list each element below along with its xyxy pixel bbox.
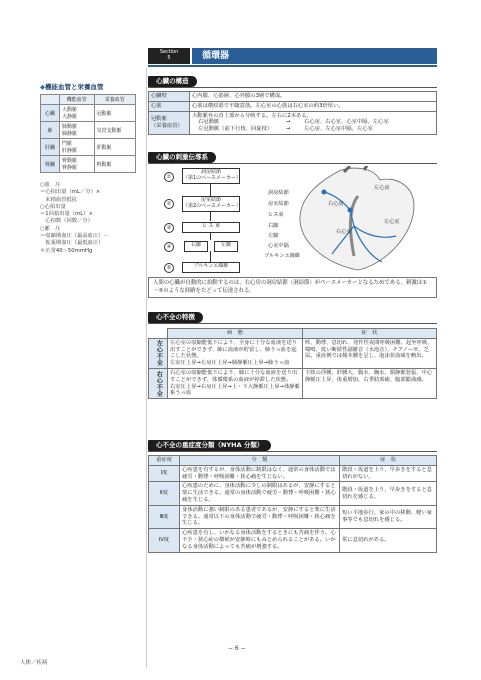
flow-left-branch: 左脚 (214, 241, 238, 252)
table-row: 冠動脈 （栄養血管） 大動脈弁の直上部から分岐する。左右に2本ある。 右冠動脈 → 右心房、右心室、心室中隔、左心室 左冠動脈（前下行枝、回旋枝） → 左心房、左心室中隔、左心室 (149, 111, 437, 134)
heading-rule (148, 323, 437, 324)
nyha-table (148, 455, 437, 553)
nyha-heading: 心不全の重症度分類（NYHA 分類） (148, 440, 271, 451)
label-av-node: 房室結節 (268, 201, 289, 207)
label-purkinje: プルキンエ線維 (264, 253, 301, 259)
flow-purkinje: プルキンエ線維 (182, 262, 240, 273)
table-row: 心筋 心筋は横紋筋で不随意筋。左心室の心筋は右心室の約3倍厚い。 (149, 101, 437, 111)
label-left-branch: 左脚 (268, 233, 279, 239)
table-row: 心臓 大動脈 大静脈 冠動脈 (41, 105, 136, 122)
blood-pressure-notes: ○血 圧 ＝心拍出量（mL／分）× 末梢血管抵抗 ○心拍出量 ＝1回拍出量（mL）× 心拍数（回数／分） ○脈 圧 ＝収縮期血圧（最高血圧）－ 拡張期血圧（最低血圧） ＊正常40～50mmHg (40, 182, 109, 254)
heading-rule (148, 451, 437, 452)
table-row: Ⅳ度 心疾患を有し、いかなる身体活動をするときにも苦痛を伴う。心不全・狭心症の徴候が安静時にもみとめられることがある。いかなる身体活動によっても苦痛が増強する。 常に息切れがある。 (149, 529, 437, 552)
label-left-ventricle: 左心室 (384, 219, 400, 225)
section-label: Section 5 (148, 48, 190, 64)
section-title: 循環器 (192, 48, 437, 64)
table-row: 肺 肺動脈 肺静脈 気管支動脈 (41, 122, 136, 139)
label-right-ventricle: 右心室 (336, 229, 352, 235)
flow-arrow (210, 183, 211, 196)
step-number: ⑤ (164, 263, 174, 273)
label-right-atrium: 右心房 (328, 201, 344, 207)
step-number: ④ (164, 242, 174, 252)
flow-sa-node: 洞房結節 （第1のペースメーカー） (182, 168, 240, 184)
table-row: Ⅰ度 心疾患を有するが、身体活動に制限はなく、通常の身体活動では疲労・動悸・呼吸困難・狭心痛を生じない。 階段・坂道を上り、早歩きをすると息切れがない。 (149, 465, 437, 482)
label-right-branch: 右脚 (268, 223, 279, 229)
failure-heading: 心不全の特徴 (148, 312, 203, 323)
structure-table (148, 91, 437, 135)
heading-rule (148, 87, 437, 88)
label-sa-node: 洞房結節 (268, 190, 289, 196)
structure-heading: 心臓の構造 (148, 76, 197, 87)
sa-node-mark (322, 190, 327, 195)
flow-his-bundle: ヒ ス 束 (182, 222, 240, 233)
heading-rule (148, 163, 437, 164)
table-header-row: 重症度 分 類 症 状 (149, 456, 437, 466)
footer-category: 人体／疾病 (20, 660, 48, 666)
failure-table (148, 328, 437, 399)
sidebar-divider (146, 68, 147, 668)
table-header-row: 機能血管 栄養血管 (41, 95, 136, 105)
table-row: 左心不全 左心室の収縮能低下により、全身に十分な血液を送り出すことができず、肺に血液が貯留し、肺うっ血を起こした状態。 左室圧上昇→左房圧上昇→肺静脈圧上昇→肺うっ血 咳、動悸、息切れ、発作性夜間呼吸困難、起坐呼吸、喘鳴、低い断続性副雑音（水泡音）、チアノーゼ、乏尿。重症例では頻本腫を呈し、泡沫状血痰を略出。 (149, 338, 437, 368)
label-septum: 心室中隔 (268, 243, 289, 249)
step-number: ① (164, 172, 174, 182)
vessel-table (40, 94, 136, 173)
table-row: 腎臓 腎動脈 腎静脈 腎動脈 (41, 156, 136, 173)
flow-arrow (210, 232, 211, 240)
flow-right-branch: 右脚 (184, 241, 208, 252)
table-row: 右心不全 右心室の収縮能低下により、肺に十分な血液を送り出すことができず、体循環系の血液が停滞した状態。 右室圧上昇→右房圧上昇→上・下大静脈圧上昇→体静脈系うっ血 下肢の浮腫、肝腫大、腹水、胸水、頸静脈怒張、中心静脈圧上昇、体重増加、右季肋部痛、腹部膨満感。 (149, 368, 437, 398)
table-row: Ⅲ度 身体活動に強い制限のある患者であるが、安静にすると楽に生活できる。通常以下の身体活動で疲労・動悸・呼吸困難・狭心痛を生じる。 短い平地歩行、家の中の移動、軽い家事等でも息切れを感じる。 (149, 505, 437, 528)
flow-arrow (210, 251, 211, 262)
table-row: Ⅱ度 心疾患のために、身体活動に少しの制限はあるが、安静にすると楽に生活できる。通常の身体活動で疲労・動悸・呼吸困難・狭心痛を生じる。 階段・坂道を上り、早歩きをすると息切れを感じる。 (149, 482, 437, 505)
table-row: 肝臓 門脈 肝静脈 肝動脈 (41, 139, 136, 156)
conduction-heading: 心臓の刺激伝導系 (148, 152, 216, 163)
sidebar-heading: ◆機能血管と栄養血管 (40, 83, 104, 91)
step-number: ③ (164, 223, 174, 233)
page-number: − 6 − (228, 645, 246, 652)
av-node-mark (348, 208, 353, 213)
conduction-explanation: 人間の心臓が自動的に拍動するのは、右心房の洞房結節（洞結節）がペースメーカーとなるためである。刺激は①～⑤のような経路をたどって伝達される。 (148, 277, 437, 298)
table-header-row: 病 態 症 状 (149, 329, 437, 339)
label-left-atrium: 左心房 (374, 185, 390, 191)
flow-av-node: 房室結節 （第2のペースメーカー） (182, 196, 240, 212)
label-his: ヒス束 (268, 212, 284, 218)
section-underline (148, 65, 437, 67)
table-row: 心臓壁 心内膜、心筋層、心外膜の3層で構成。 (149, 92, 437, 102)
step-number: ② (164, 199, 174, 209)
flow-arrow (210, 211, 211, 221)
